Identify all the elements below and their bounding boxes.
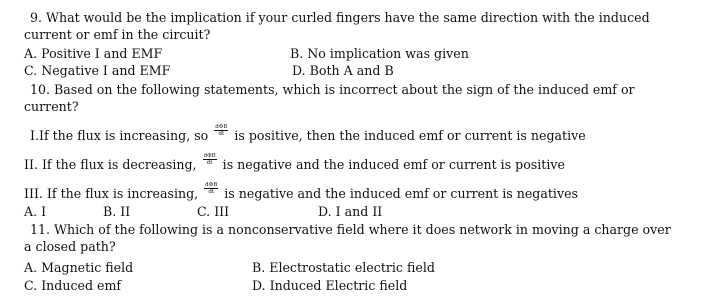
q10-option-a: A. I	[24, 204, 47, 219]
q11-text-line1: 11. Which of the following is a nonconservative field where it does network in moving a charge over	[30, 222, 671, 237]
q9-text-line1: 9. What would be the implication if your curled fingers have the same direction with the induced	[30, 10, 650, 25]
fraction-denominator: dt	[208, 189, 215, 195]
q10-text-line2: current?	[24, 99, 79, 114]
q11-option-d: D. Induced Electric field	[252, 278, 408, 293]
q10-statement-3	[24, 182, 578, 202]
q11-option-c: C. Induced emf	[24, 278, 122, 293]
q10-option-b: B. II	[103, 204, 131, 219]
q9-option-b: B. No implication was given	[290, 46, 469, 61]
statement-2-start: II. If the flux is decreasing,	[24, 157, 197, 172]
q9-option-d: D. Both A and B	[292, 63, 394, 78]
flux-derivative-fraction	[204, 182, 218, 195]
fraction-denominator: dt	[206, 160, 213, 166]
q10-option-c: C. III	[197, 204, 230, 219]
fraction-numerator: dΦB	[215, 124, 228, 130]
q10-text-line1: 10. Based on the following statements, which is incorrect about the sign of the induced emf or	[30, 82, 635, 97]
statement-1-start: I.If the flux is increasing, so	[30, 128, 209, 143]
q11-option-a: A. Magnetic field	[24, 260, 134, 275]
q9-option-c: C. Negative I and EMF	[24, 63, 171, 78]
q11-option-b: B. Electrostatic electric field	[252, 260, 435, 275]
q9-text-line2: current or emf in the circuit?	[24, 27, 211, 42]
statement-2-end: is negative and the induced emf or current is positive	[222, 157, 565, 172]
flux-derivative-fraction	[214, 124, 228, 137]
fraction-numerator: dΦB	[205, 182, 218, 188]
statement-1-end: is positive, then the induced emf or current is negative	[234, 128, 586, 143]
statement-3-start: III. If the flux is increasing,	[24, 186, 199, 201]
flux-derivative-fraction	[203, 153, 217, 166]
fraction-denominator: dt	[218, 131, 225, 137]
q10-statement-2	[24, 153, 565, 173]
q9-option-a: A. Positive I and EMF	[24, 46, 163, 61]
q10-statement-1	[30, 124, 586, 144]
statement-3-end: is negative and the induced emf or current is negatives	[224, 186, 578, 201]
fraction-numerator: dΦB	[203, 153, 216, 159]
q11-text-line2: a closed path?	[24, 239, 116, 254]
q10-option-d: D. I and II	[318, 204, 383, 219]
